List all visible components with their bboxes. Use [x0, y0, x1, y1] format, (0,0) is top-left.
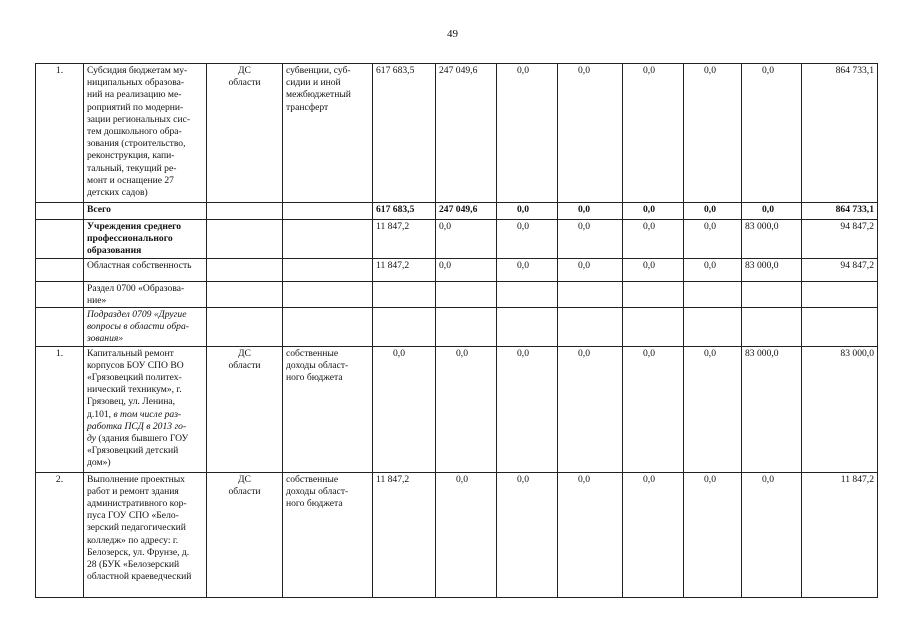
- value-cell: 0,0: [436, 258, 497, 281]
- value-cell: 0,0: [742, 472, 802, 597]
- value-cell: 0,0: [684, 64, 742, 203]
- owner: ДС области: [207, 472, 283, 597]
- value-cell: 0,0: [373, 346, 436, 472]
- value-cell: 0,0: [497, 220, 558, 259]
- total-cell: 94 847,2: [802, 258, 878, 281]
- table-row: [36, 220, 878, 259]
- item-name: Выполнение проектных работ и ремонт здания административного кор- пуса ГОУ СПО «Бело- зерский педагогический колледж» по адресу: г. Белозерск, ул. Фрунзе, д. 28 (БУК «Белозерский областной краеведческий: [84, 472, 207, 597]
- table-row: [36, 346, 878, 472]
- table-row: [36, 64, 878, 203]
- table-row: [36, 258, 878, 281]
- value-cell: 247 049,6: [436, 64, 497, 203]
- value-cell: 0,0: [497, 203, 558, 220]
- value-cell: 247 049,6: [436, 203, 497, 220]
- value-cell: 0,0: [742, 64, 802, 203]
- value-cell: 0,0: [558, 220, 623, 259]
- value-cell: 0,0: [436, 472, 497, 597]
- table-row: [36, 281, 878, 307]
- value-cell: 0,0: [684, 220, 742, 259]
- row-number: 1.: [36, 64, 84, 203]
- value-cell: 0,0: [623, 64, 684, 203]
- value-cell: 0,0: [623, 258, 684, 281]
- value-cell: 0,0: [623, 203, 684, 220]
- value-cell: 0,0: [558, 64, 623, 203]
- value-cell: 11 847,2: [373, 220, 436, 259]
- value-cell: 0,0: [684, 203, 742, 220]
- item-name: Всего: [84, 203, 207, 220]
- value-cell: 0,0: [623, 472, 684, 597]
- funding-source: субвенции, суб- сидии и иной межбюджетный трансферт: [283, 64, 373, 203]
- value-cell: 0,0: [684, 346, 742, 472]
- value-cell: 0,0: [558, 258, 623, 281]
- value-cell: 83 000,0: [742, 258, 802, 281]
- total-cell: 11 847,2: [802, 472, 878, 597]
- value-cell: 0,0: [623, 346, 684, 472]
- value-cell: 0,0: [436, 220, 497, 259]
- value-cell: 0,0: [558, 203, 623, 220]
- total-cell: 864 733,1: [802, 203, 878, 220]
- value-cell: 617 683,5: [373, 64, 436, 203]
- item-name: Учреждения среднего профессионального образования: [84, 220, 207, 259]
- funding-source: собственные доходы област- ного бюджета: [283, 472, 373, 597]
- owner: ДС области: [207, 64, 283, 203]
- value-cell: 0,0: [684, 258, 742, 281]
- value-cell: 0,0: [436, 346, 497, 472]
- funding-source: собственные доходы област- ного бюджета: [283, 346, 373, 472]
- row-number: 2.: [36, 472, 84, 597]
- value-cell: 83 000,0: [742, 220, 802, 259]
- table-row: [36, 308, 878, 347]
- row-number: 1.: [36, 346, 84, 472]
- value-cell: 11 847,2: [373, 258, 436, 281]
- subsection-heading: Подраздел 0709 «Другие вопросы в области обра- зования»: [84, 308, 207, 347]
- table-row: [36, 472, 878, 597]
- total-cell: 864 733,1: [802, 64, 878, 203]
- value-cell: 0,0: [684, 472, 742, 597]
- value-cell: 0,0: [558, 472, 623, 597]
- value-cell: 0,0: [497, 258, 558, 281]
- table-row: [36, 203, 878, 220]
- value-cell: 0,0: [623, 220, 684, 259]
- owner: ДС области: [207, 346, 283, 472]
- value-cell: 0,0: [497, 64, 558, 203]
- value-cell: 0,0: [497, 472, 558, 597]
- value-cell: 0,0: [742, 203, 802, 220]
- value-cell: 83 000,0: [742, 346, 802, 472]
- item-name: Областная собственность: [84, 258, 207, 281]
- item-name: Субсидия бюджетам му- ниципальных образова- ний на реализацию ме- роприятий по модерни- зации региональных сис- тем дошкольного обра- зования (строительство, реконструкция, капи- тальный, текущий ре- монт и оснащение 27 детских садов): [84, 64, 207, 203]
- total-cell: 94 847,2: [802, 220, 878, 259]
- total-cell: 83 000,0: [802, 346, 878, 472]
- value-cell: 0,0: [558, 346, 623, 472]
- page-number: 49: [447, 28, 458, 40]
- value-cell: 617 683,5: [373, 203, 436, 220]
- value-cell: 11 847,2: [373, 472, 436, 597]
- item-name: Капитальный ремонт корпусов БОУ СПО ВО «Грязовецкий политех- нический техникум», г. Грязовец, ул. Ленина, д.101, в том числе раз- работка ПСД в 2013 го- ду (здания бывшего ГОУ «Грязовецкий детский дом»): [84, 346, 207, 472]
- section-heading: Раздел 0700 «Образова- ние»: [84, 281, 207, 307]
- budget-table: [35, 63, 878, 598]
- value-cell: 0,0: [497, 346, 558, 472]
